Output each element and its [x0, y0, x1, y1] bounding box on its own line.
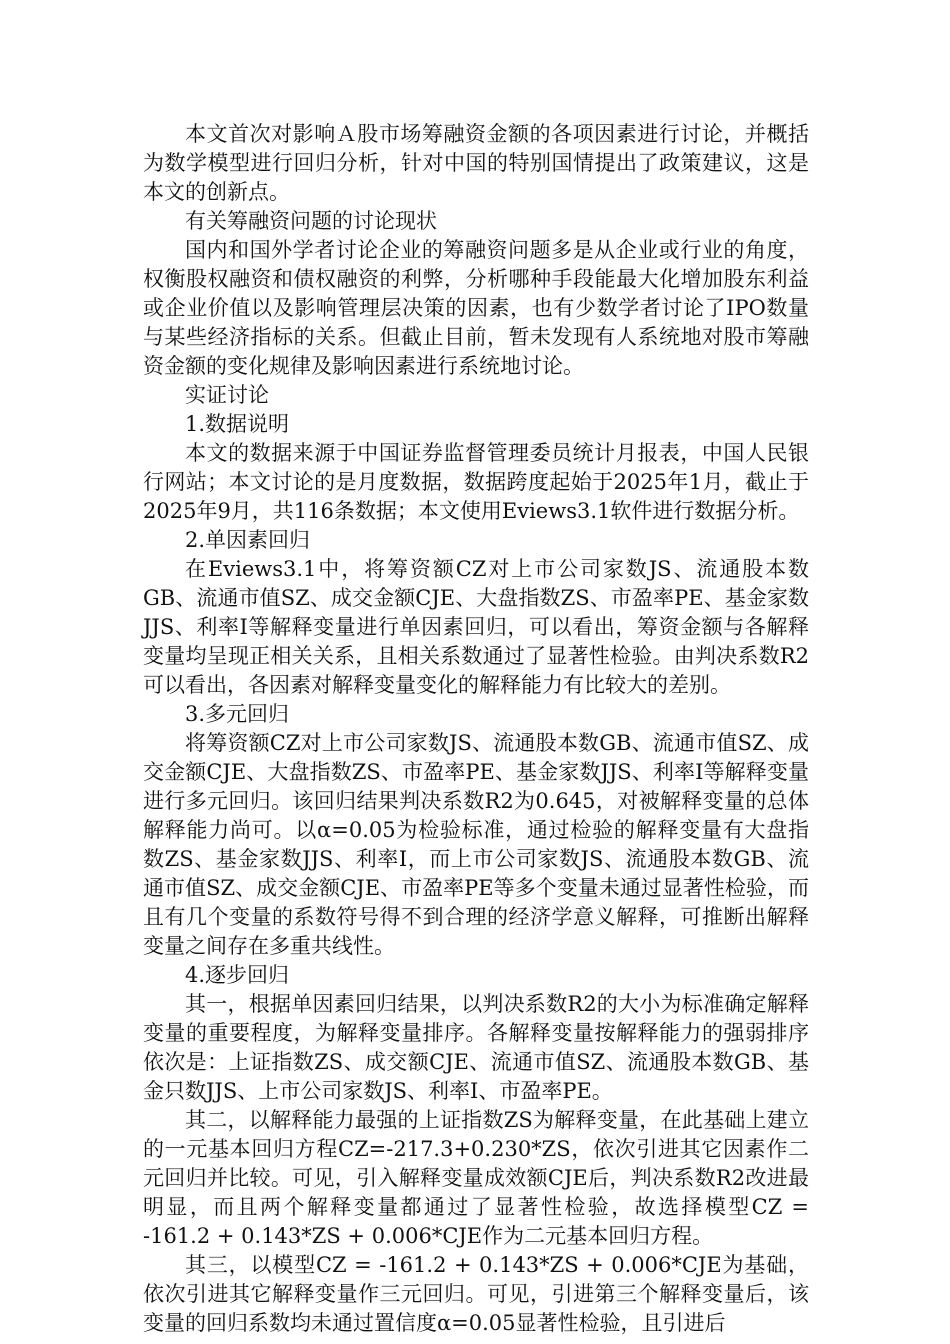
- paragraph-literature: 国内和国外学者讨论企业的筹融资问题多是从企业或行业的角度，权衡股权融资和债权融资的利弊，分析哪种手段能最大化增加股东利益或企业价值以及影响管理层决策的因素，也有少数学者讨论了IPO数量与某些经济指标的关系。但截止目前，暂未发现有人系统地对股市筹融资金额的变化规律及影响因素进行系统地讨论。: [143, 238, 809, 378]
- heading-discussion-status: 有关筹融资问题的讨论现状: [185, 209, 437, 233]
- heading-data-description: 1.数据说明: [185, 412, 290, 436]
- paragraph-stepwise-first: 其一，根据单因素回归结果，以判决系数R2的大小为标准确定解释变量的重要程度，为解释变量排序。各解释变量按解释能力的强弱排序依次是：上证指数ZS、成交额CJE、流通市值SZ、流通股本数GB、基金只数JJS、上市公司家数JS、利率I、市盈率PE。: [143, 992, 809, 1103]
- paragraph-innovation: 本文首次对影响Ａ股市场筹融资金额的各项因素进行讨论，并概括为数学模型进行回归分析，针对中国的特别国情提出了政策建议，这是本文的创新点。: [143, 122, 809, 204]
- heading-single-factor: 2.单因素回归: [185, 528, 311, 552]
- paragraph-data-source: 本文的数据来源于中国证券监督管理委员统计月报表，中国人民银行网站；本文讨论的是月度数据，数据跨度起始于2025年1月，截止于2025年9月，共116条数据；本文使用Eviews3.1软件进行数据分析。: [143, 441, 809, 523]
- paragraph-stepwise-third: 其三，以模型CZ = -161.2 + 0.143*ZS + 0.006*CJE为基础，依次引进其它解释变量作三元回归。可见，引进第三个解释变量后，该变量的回归系数均未通过置信度α=0.05显著性检验，且引进后: [143, 1253, 809, 1335]
- heading-multiple-regression: 3.多元回归: [185, 702, 290, 726]
- paragraph-stepwise-second: 其二，以解释能力最强的上证指数ZS为解释变量，在此基础上建立的一元基本回归方程CZ=-217.3+0.230*ZS，依次引进其它因素作二元回归并比较。可见，引入解释变量成效额CJE后，判决系数R2改进最明显，而且两个解释变量都通过了显著性检验，故选择模型CZ = -161.2 + 0.143*ZS + 0.006*CJE作为二元基本回归方程。: [143, 1108, 816, 1248]
- heading-empirical: 实证讨论: [185, 383, 269, 407]
- heading-stepwise: 4.逐步回归: [185, 963, 290, 987]
- paragraph-multiple-regression: 将筹资额CZ对上市公司家数JS、流通股本数GB、流通市值SZ、成交金额CJE、大盘指数ZS、市盈率PE、基金家数JJS、利率I等解释变量进行多元回归。该回归结果判决系数R2为0.645，对被解释变量的总体解释能力尚可。以α=0.05为检验标准，通过检验的解释变量有大盘指数ZS、基金家数JJS、利率I，而上市公司家数JS、流通股本数GB、流通市值SZ、成交金额CJE、市盈率PE等多个变量未通过显著性检验，而且有几个变量的系数符号得不到合理的经济学意义解释，可推断出解释变量之间存在多重共线性。: [143, 731, 809, 958]
- document-body: [143, 120, 816, 1338]
- paragraph-single-factor: 在Eviews3.1中，将筹资额CZ对上市公司家数JS、流通股本数GB、流通市值SZ、成交金额CJE、大盘指数ZS、市盈率PE、基金家数JJS、利率I等解释变量进行单因素回归，可以看出，筹资金额与各解释变量均呈现正相关关系，且相关系数通过了显著性检验。由判决系数R2可以看出，各因素对解释变量变化的解释能力有比较大的差别。: [143, 557, 809, 697]
